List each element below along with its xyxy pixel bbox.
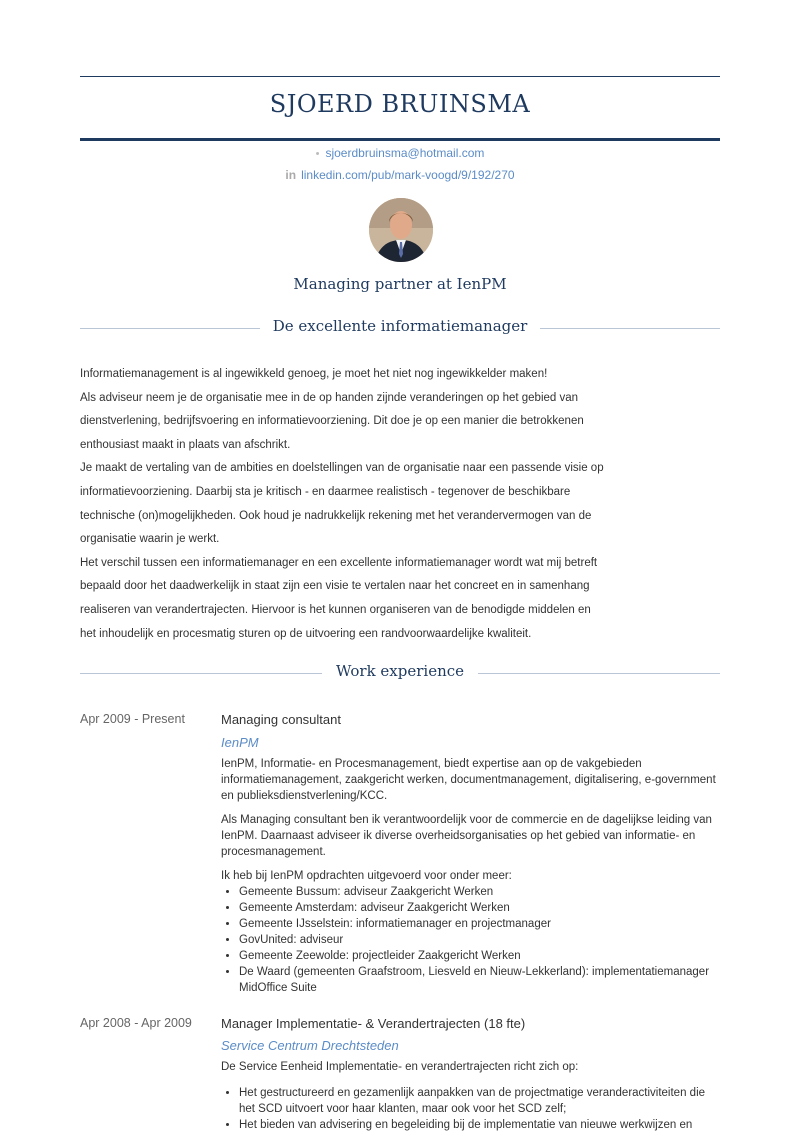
summary-line: dienstverlening, bedrijfsvoering en informatievoorziening. Dit doe je op een manier die betrokkenen xyxy=(80,415,584,428)
list-item: • Gemeente Zeewolde: projectleider Zaakgericht Werken xyxy=(239,948,721,964)
job-paragraph: IenPM, Informatie- en Procesmanagement, biedt expertise aan op de vakgebieden informatiemanagement, zaakgericht werken, documentmanagement, digitalisering, e-government en publieksdienstverlening/KCC. xyxy=(221,758,716,802)
job-date: Apr 2008 - Apr 2009 xyxy=(80,1016,192,1030)
job-company: IenPM xyxy=(221,735,259,750)
summary-line: Informatiemanagement is al ingewikkeld genoeg, je moet het niet nog ingewikkelder maken! xyxy=(80,368,548,380)
summary-line: realiseren van verandertrajecten. Hiervoor is het kunnen organiseren van de benodigde middelen en xyxy=(80,603,591,616)
section-rule-right xyxy=(540,328,720,329)
list-item: • De Waard (gemeenten Graafstroom, Liesveld en Nieuw-Lekkerland): implementatiemanager MidOffice Suite xyxy=(239,964,721,996)
summary-text xyxy=(80,363,620,646)
summary-title: De excellente informatiemanager xyxy=(272,317,528,335)
job-description xyxy=(221,756,721,996)
list-item: • Het gestructureerd en gezamenlijk aanpakken van de projectmatige veranderactiviteiten die het SCD uitvoert voor haar klanten, maar ook voor het SCD zelf; xyxy=(239,1085,721,1117)
list-item: • Gemeente Bussum: adviseur Zaakgericht Werken xyxy=(239,884,721,900)
summary-line: organisatie waarin je werkt. xyxy=(80,533,220,546)
job-company: Service Centrum Drechtsteden xyxy=(221,1038,399,1053)
job-date: Apr 2009 - Present xyxy=(80,712,185,726)
linkedin-link[interactable]: linkedin.com/pub/mark-voogd/9/192/270 xyxy=(301,168,515,182)
linkedin-row xyxy=(80,168,720,182)
job-paragraph: Ik heb bij IenPM opdrachten uitgevoerd voor onder meer: xyxy=(221,870,512,882)
email-link[interactable]: sjoerdbruinsma@hotmail.com xyxy=(325,146,485,160)
summary-line: informatievoorziening. Daarbij sta je kritisch - en daarmee realistisch - tegenover de beschikbare xyxy=(80,485,571,498)
list-item: • Gemeente Amsterdam: adviseur Zaakgericht Werken xyxy=(239,900,721,916)
name-underline xyxy=(80,138,720,141)
job-paragraph: Als Managing consultant ben ik verantwoordelijk voor de commercie en de dagelijkse leiding van IenPM. Daarnaast adviseer ik diverse overheidsorganisaties op het gebied van informatie- en procesmanagement. xyxy=(221,814,712,858)
job-description xyxy=(221,1059,721,1133)
section-rule-right xyxy=(478,673,720,674)
work-section-header xyxy=(80,662,720,684)
job-bullets xyxy=(221,1085,721,1133)
job-title: Managing consultant xyxy=(221,712,341,727)
summary-line: Het verschil tussen een informatiemanager en een excellente informatiemanager wordt wat mij betreft xyxy=(80,556,598,569)
job-title: Manager Implementatie- & Verandertrajecten (18 fte) xyxy=(221,1016,526,1031)
job-paragraph: De Service Eenheid Implementatie- en verandertrajecten richt zich op: xyxy=(221,1061,579,1073)
email-icon: • xyxy=(315,148,320,160)
linkedin-icon: in xyxy=(285,168,297,182)
profile-photo xyxy=(369,198,433,262)
summary-line: Als adviseur neem je de organisatie mee in de op handen zijnde veranderingen op het gebied van xyxy=(80,391,579,404)
work-title: Work experience xyxy=(335,662,465,680)
job-bullets xyxy=(221,884,721,996)
summary-section-header xyxy=(80,317,720,339)
summary-line: bepaald door het daadwerkelijk in staat zijn een visie te vertalen naar het concreet en in samenhang xyxy=(80,580,590,593)
candidate-name: SJOERD BRUINSMA xyxy=(269,90,531,118)
summary-line: technische (on)mogelijkheden. Ook houd je nadrukkelijk rekening met het verandervermogen van de xyxy=(80,509,592,522)
top-rule xyxy=(80,76,720,77)
summary-line: enthousiast maakt in plaats van afschrikt. xyxy=(80,438,291,451)
email-row xyxy=(80,146,720,160)
headline: Managing partner at IenPM xyxy=(293,275,507,293)
list-item: • Het bieden van advisering en begeleiding bij de implementatie van nieuwe werkwijzen en xyxy=(239,1117,721,1133)
list-item: • Gemeente IJsselstein: informatiemanager en projectmanager xyxy=(239,916,721,932)
list-item: • GovUnited: adviseur xyxy=(239,932,721,948)
summary-line: het inhoudelijk en procesmatig sturen op de uitvoering een randvoorwaardelijke kwaliteit. xyxy=(80,627,532,640)
summary-line: Je maakt de vertaling van de ambities en doelstellingen van de organisatie naar een passende visie op xyxy=(80,462,604,475)
